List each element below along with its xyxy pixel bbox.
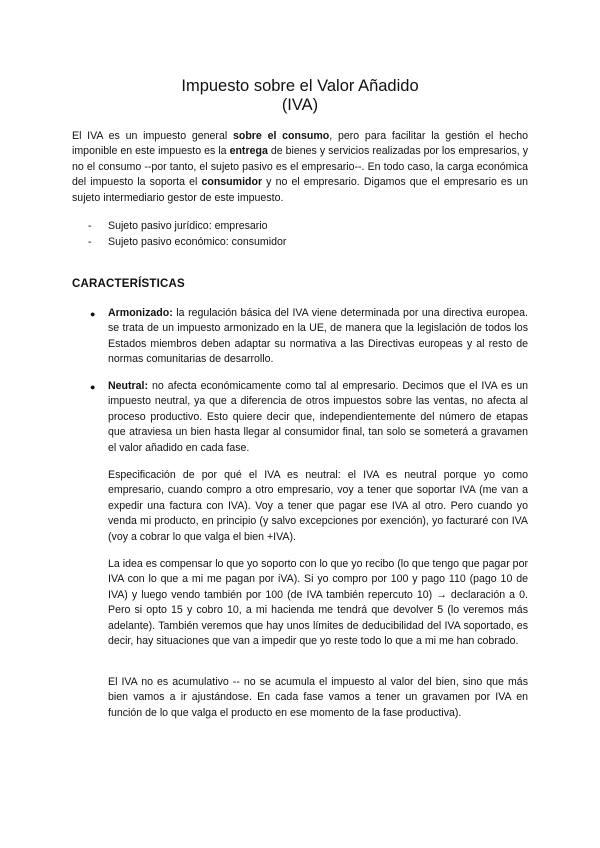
dash-marker: - [88,236,92,248]
paragraph-especificacion: Especificación de por qué el IVA es neutral: el IVA es neutral porque yo como empresario, cuando compro a otro empresario, voy a tener que soportar IVA (me van a expedir una factura con IVA). Voy a tener que pagar ese IVA al otro. Pero cuando yo venda mi producto, en principio (y salvo excepciones por exención), yo facturaré con IVA (voy a cobrar lo que valga el bien +IVA). [108,469,528,543]
paragraph-acumulativo: El IVA no es acumulativo -- no se acumula el impuesto al valor del bien, sino que más bien vamos a ir ajustándose. En cada fase vamos a tener un gravamen por IVA en función de lo que valga el producto en ese momento de la fase productiva). [108,676,528,719]
intro-paragraph [72,129,528,206]
item-text: no afecta económicamente como tal al empresario. Decimos que el IVA es un impuesto neutral, ya que a diferencia de otros impuestos sobre las ventas, no afecta al proceso productivo. Esto quiere decir que, independientemente del número de etapas que atraviesa un bien hasta llegar al consumidor final, tan solo se someterá a gravamen el valor añadido en cada fase. [108,380,528,454]
dash-item-text: Sujeto pasivo económico: consumidor [108,236,287,248]
intro-text-2: , pero para facilitar la gestión el hecho imponible en este impuesto es la [72,130,528,158]
document-title: Impuesto sobre el Valor Añadido [181,77,419,95]
intro-text-4: y no el empresario. Digamos que el empresario es un sujeto intermediario gestor de este impuesto. [72,176,529,204]
dash-marker: - [88,220,92,232]
bullet-icon: ● [90,382,96,392]
item-label: Neutral: [108,380,149,392]
intro-text-3: de bienes y servicios realizadas por los empresarios, y no el consumo --por tanto, el sujeto pasivo es el empresario--. En todo caso, la carga económica del impuesto la soporta el [72,145,528,189]
item-text: la regulación básica del IVA viene determinada por una directiva europea. se trata de un impuesto armonizado en la UE, de manera que la legislación de todos los Estados miembros deben adaptar su normativa a las Directivas europeas y al resto de normas comunitarias de desarrollo. [108,307,528,366]
item-label: Armonizado: [108,307,173,319]
paragraph-idea: La idea es compensar lo que yo soporto con lo que yo recibo (lo que tengo que pagar por IVA con lo que a mi me pagan por iVA). Si yo compro por 100 y pago 110 (pago 10 de IVA) y luego vendo también por 100 (de IVA también repercuto 10) → declaración a 0. Pero si opto 15 y cobro 10, a mi hacienda me tendrá que devolver 5 (lo veremos más adelante). También veremos que hay unos límites de deducibilidad del IVA soportado, es decir, hay situaciones que van a impedir que yo reste todo lo que a mi me han cobrado. [108,558,528,648]
dash-item-text: Sujeto pasivo jurídico: empresario [108,220,268,232]
intro-bold-entrega: entrega [229,145,268,158]
item-neutral [108,379,528,456]
intro-text-1: El IVA es un impuesto general [72,130,233,142]
document-subtitle: (IVA) [281,96,319,114]
section-heading: CARACTERÍSTICAS [72,278,185,290]
bullet-icon: ● [90,309,96,319]
item-armonizado [108,306,528,368]
intro-bold-consumidor: consumidor [201,176,263,189]
intro-bold-consumo: sobre el consumo [232,130,330,142]
